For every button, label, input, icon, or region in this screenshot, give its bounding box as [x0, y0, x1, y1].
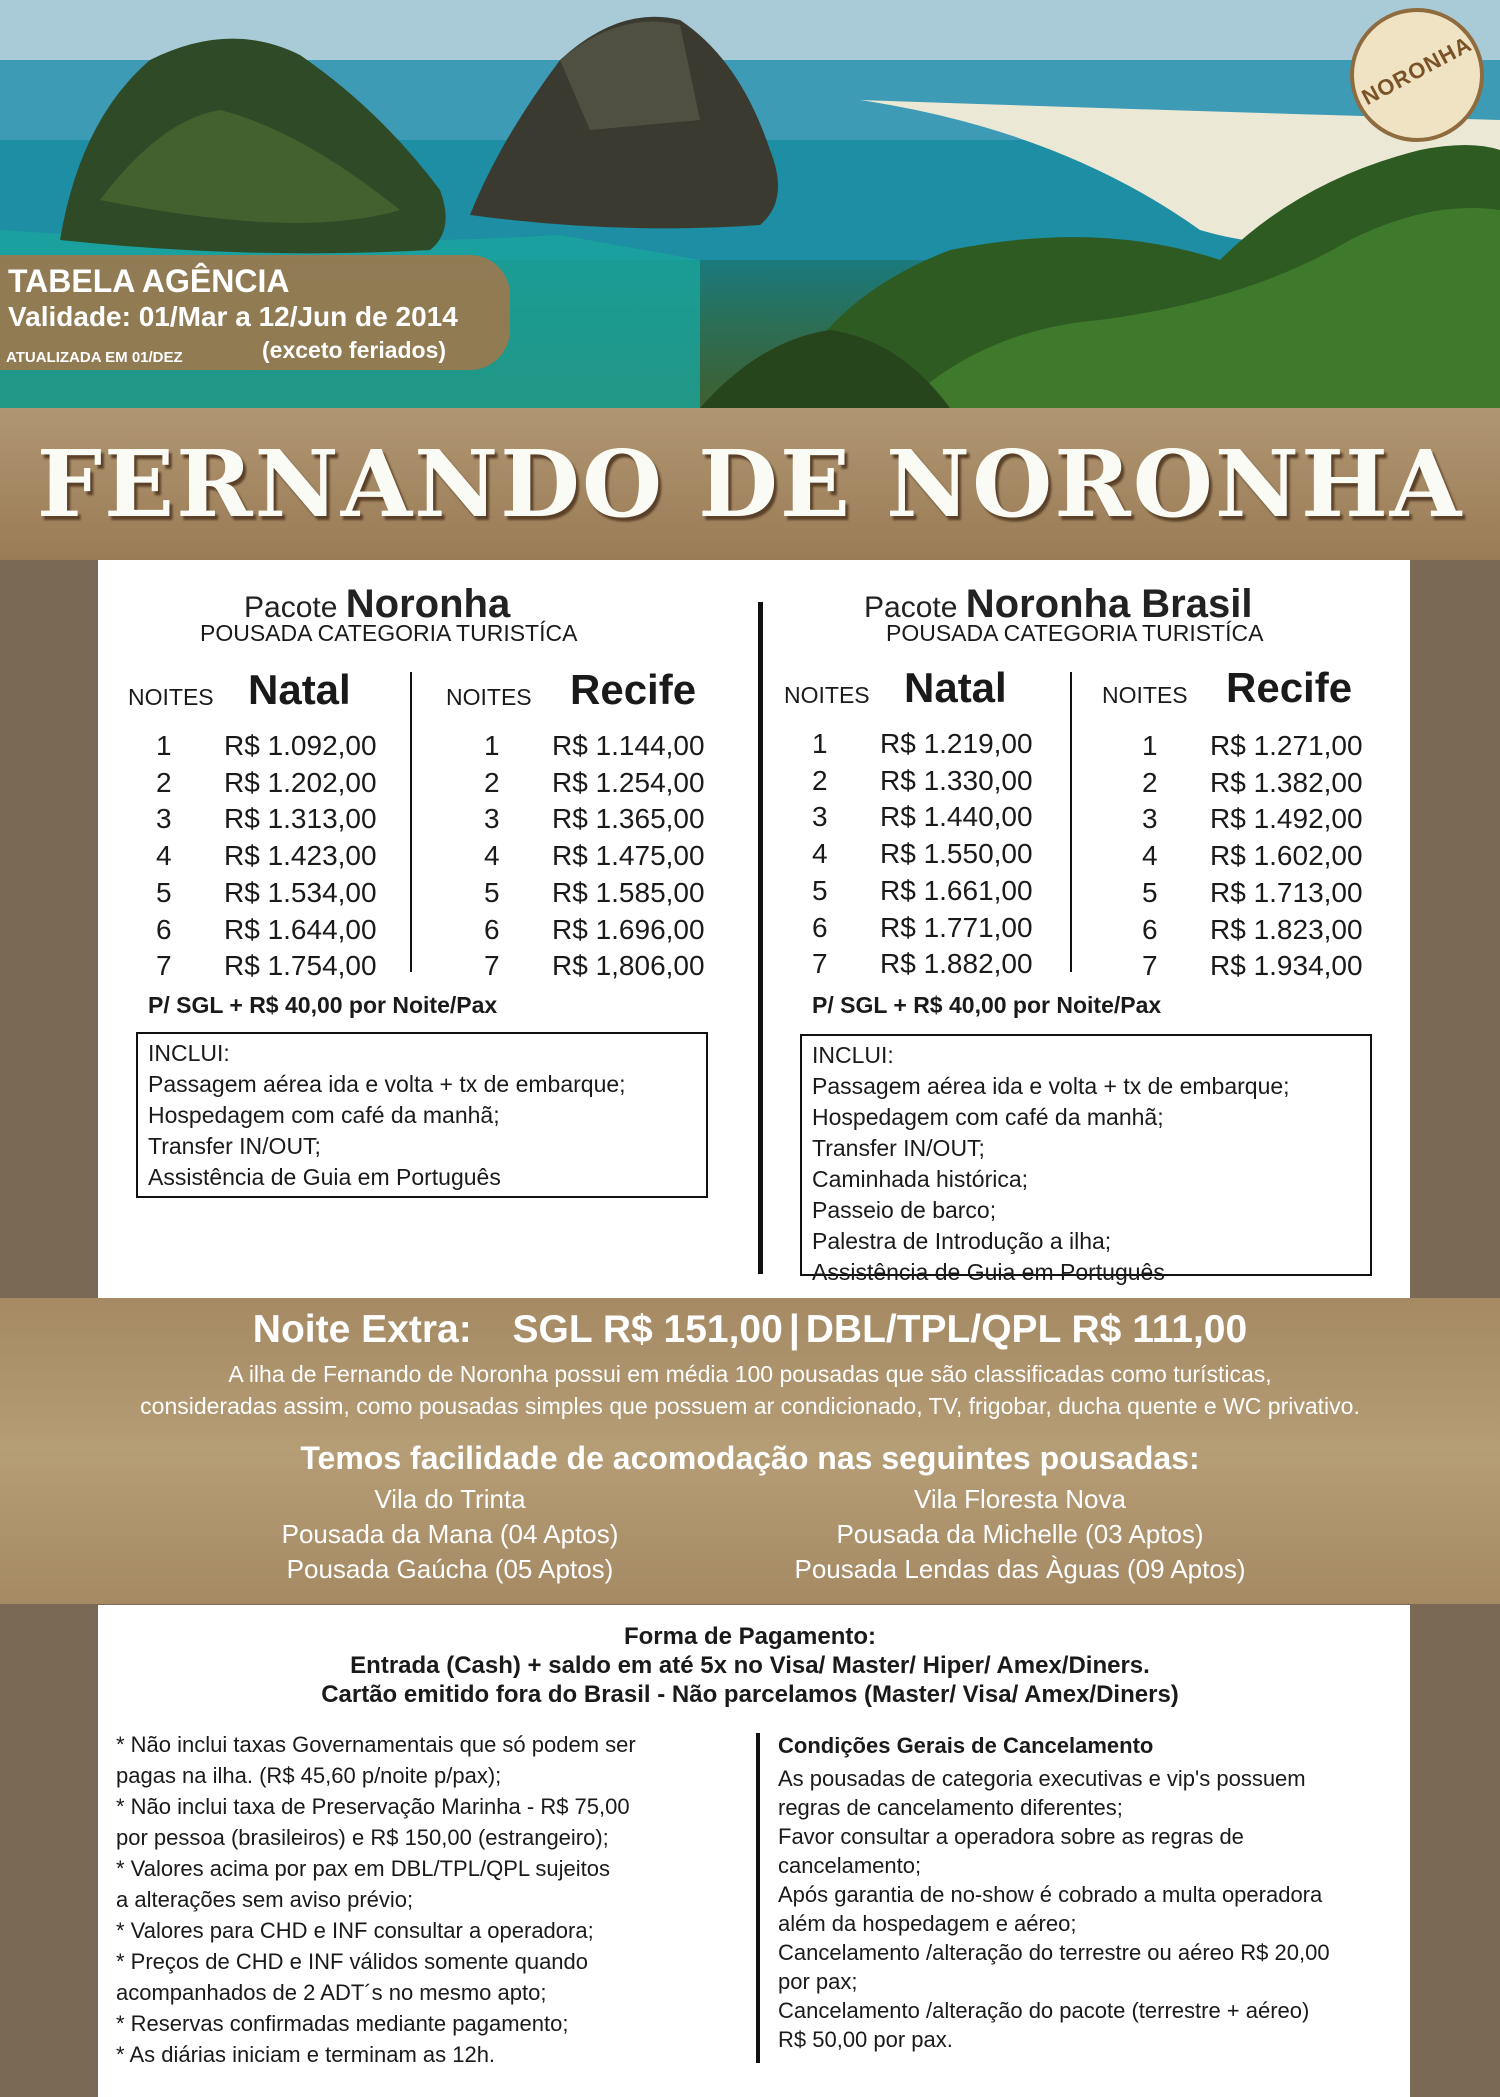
package-prefix: Pacote [244, 591, 338, 624]
price-row: 4 R$ 1.602,00 [1142, 840, 1363, 872]
price-list [812, 726, 1033, 983]
includes-item: Assistência de Guia em Português [148, 1164, 501, 1190]
packages-panel [98, 560, 1410, 1300]
includes-item: Transfer IN/OUT; [812, 1135, 985, 1161]
package-category: POUSADA CATEGORIA TURISTÍCA [200, 620, 578, 646]
price-list [1142, 728, 1363, 985]
nights-label: NOITES [446, 684, 532, 710]
note-line: * Valores acima por pax em DBL/TPL/QPL sujeitos [116, 1856, 610, 1881]
price-row: 7 R$ 1,806,00 [484, 950, 705, 982]
pousada-item: Pousada da Michelle (03 Aptos) [836, 1519, 1204, 1549]
description-line: A ilha de Fernando de Noronha possui em média 100 pousadas que são classificadas como turísticas, [228, 1361, 1272, 1387]
cancellation-line: Cancelamento /alteração do terrestre ou aéreo R$ 20,00 [778, 1940, 1330, 1965]
badge-updated: ATUALIZADA EM 01/DEZ [6, 349, 183, 366]
includes-item: Caminhada histórica; [812, 1166, 1029, 1192]
payment-line: Entrada (Cash) + saldo em até 5x no Visa/ Master/ Hiper/ Amex/Diners. [350, 1652, 1150, 1679]
includes-item: Passagem aérea ida e volta + tx de embarque; [812, 1073, 1290, 1099]
price-row: 3 R$ 1.440,00 [812, 801, 1033, 833]
includes-item: INCLUI: [812, 1042, 894, 1068]
extra-sgl-price: SGL R$ 151,00 [512, 1308, 783, 1351]
package-name: Noronha Brasil [965, 582, 1253, 626]
price-row: 1 R$ 1.271,00 [1142, 730, 1363, 761]
price-row: 4 R$ 1.550,00 [812, 838, 1033, 870]
badge-note: (exceto feriados) [262, 337, 447, 363]
title-band [0, 408, 1500, 560]
note-line: por pessoa (brasileiros) e R$ 150,00 (estrangeiro); [116, 1825, 609, 1850]
facilities-title: Temos facilidade de acomodação nas seguintes pousadas: [300, 1440, 1200, 1476]
price-row: 1 R$ 1.219,00 [812, 728, 1033, 759]
price-row: 1 R$ 1.092,00 [156, 730, 377, 761]
city-divider-right [1070, 672, 1072, 972]
single-supplement-note: P/ SGL + R$ 40,00 por Noite/Pax [812, 992, 1162, 1018]
cancellation-line: cancelamento; [778, 1853, 922, 1878]
price-row: 6 R$ 1.696,00 [484, 913, 705, 945]
payment-line: Cartão emitido fora do Brasil - Não parcelamos (Master/ Visa/ Amex/Diners) [321, 1681, 1179, 1708]
validity-badge [0, 255, 510, 370]
includes-item: Transfer IN/OUT; [148, 1133, 321, 1159]
pousada-item: Pousada Lendas das Àguas (09 Aptos) [794, 1554, 1246, 1584]
city-natal: Natal [248, 666, 351, 713]
badge-title: TABELA AGÊNCIA [8, 263, 290, 299]
description-line: consideradas assim, como pousadas simples que possuem ar condicionado, TV, frigobar, ducha quente e WC privativo. [140, 1393, 1360, 1419]
price-row: 6 R$ 1.823,00 [1142, 913, 1363, 945]
package-prefix: Pacote [864, 591, 958, 624]
note-line: * Reservas confirmadas mediante pagamento; [116, 2011, 569, 2036]
includes-box [136, 1032, 708, 1198]
cancellation-line: Após garantia de no-show é cobrado a multa operadora [778, 1882, 1323, 1907]
city-divider-left [410, 672, 412, 972]
includes-item: Hospedagem com café da manhã; [812, 1104, 1164, 1130]
nights-label: NOITES [784, 682, 870, 708]
badge-validity: Validade: 01/Mar a 12/Jun de 2014 [8, 301, 458, 332]
package-category: POUSADA CATEGORIA TURISTÍCA [886, 620, 1264, 646]
extra-night-label: Noite Extra: [252, 1308, 472, 1351]
note-line: acompanhados de 2 ADT´s no mesmo apto; [116, 1980, 547, 2005]
city-recife: Recife [570, 666, 697, 713]
page-title: FERNANDO DE NORONHA [36, 430, 1464, 538]
price-row: 3 R$ 1.313,00 [156, 803, 377, 835]
cancellation-line: por pax; [778, 1969, 858, 1994]
cancellation-line: R$ 50,00 por pax. [778, 2027, 953, 2052]
note-line: * Preços de CHD e INF válidos somente quando [116, 1949, 589, 1974]
pousada-item: Pousada Gaúcha (05 Aptos) [286, 1554, 614, 1584]
includes-item: Palestra de Introdução a ilha; [812, 1228, 1112, 1254]
price-row: 6 R$ 1.771,00 [812, 911, 1033, 943]
payment-title: Forma de Pagamento: [623, 1623, 877, 1650]
price-row: 5 R$ 1.713,00 [1142, 876, 1363, 908]
payment-panel [98, 1605, 1410, 2097]
single-supplement-note: P/ SGL + R$ 40,00 por Noite/Pax [148, 992, 498, 1018]
city-natal: Natal [904, 664, 1007, 711]
includes-item: Assistência de Guia em Português [812, 1259, 1165, 1285]
price-row: 2 R$ 1.202,00 [156, 766, 377, 798]
price-row: 2 R$ 1.382,00 [1142, 766, 1363, 798]
pousada-item: Vila do Trinta [374, 1484, 526, 1514]
cancellation-line: além da hospedagem e aéreo; [778, 1911, 1077, 1936]
cancellation-conditions [778, 1731, 1398, 2054]
price-row: 4 R$ 1.475,00 [484, 840, 705, 872]
hero-photo [0, 0, 1500, 408]
note-line: * As diárias iniciam e terminam as 12h. [116, 2042, 496, 2067]
notes-list [116, 1729, 756, 2070]
extra-dbl-price: DBL/TPL/QPL R$ 111,00 [805, 1308, 1248, 1351]
cancellation-line: regras de cancelamento diferentes; [778, 1795, 1123, 1820]
includes-item: Hospedagem com café da manhã; [148, 1102, 500, 1128]
cancellation-line: As pousadas de categoria executivas e vip's possuem [778, 1766, 1306, 1791]
price-list [156, 728, 377, 985]
note-line: * Não inclui taxa de Preservação Marinha - R$ 75,00 [116, 1794, 630, 1819]
note-line: * Valores para CHD e INF consultar a operadora; [116, 1918, 594, 1943]
pousada-item: Pousada da Mana (04 Aptos) [281, 1519, 619, 1549]
price-row: 2 R$ 1.254,00 [484, 766, 705, 798]
price-row: 7 R$ 1.934,00 [1142, 950, 1363, 982]
nights-label: NOITES [128, 684, 214, 710]
package-name: Noronha [345, 582, 511, 626]
noronha-seal-logo [1350, 8, 1484, 142]
city-recife: Recife [1226, 664, 1353, 711]
cancellation-title: Condições Gerais de Cancelamento [778, 1733, 1154, 1758]
price-row: 1 R$ 1.144,00 [484, 730, 705, 761]
price-list [484, 728, 705, 985]
pousadas-list-left [250, 1482, 650, 1587]
price-row: 4 R$ 1.423,00 [156, 840, 377, 872]
pousadas-list-right [760, 1482, 1280, 1587]
price-row: 6 R$ 1.644,00 [156, 913, 377, 945]
price-row: 3 R$ 1.365,00 [484, 803, 705, 835]
package-divider [758, 602, 763, 1274]
price-row: 7 R$ 1.754,00 [156, 950, 377, 982]
includes-item: Passeio de barco; [812, 1197, 997, 1223]
price-row: 5 R$ 1.585,00 [484, 876, 705, 908]
price-row: 5 R$ 1.534,00 [156, 876, 377, 908]
nights-label: NOITES [1102, 682, 1188, 708]
seal-text: NORONHA [1357, 31, 1476, 110]
price-row: 2 R$ 1.330,00 [812, 764, 1033, 796]
cancellation-line: Cancelamento /alteração do pacote (terrestre + aéreo) [778, 1998, 1310, 2023]
price-row: 7 R$ 1.882,00 [812, 948, 1033, 980]
price-row: 5 R$ 1.661,00 [812, 874, 1033, 906]
note-line: a alterações sem aviso prévio; [116, 1887, 414, 1912]
includes-item: Passagem aérea ida e volta + tx de embarque; [148, 1071, 626, 1097]
price-row: 3 R$ 1.492,00 [1142, 803, 1363, 835]
note-line: * Não inclui taxas Governamentais que só podem ser [116, 1732, 636, 1757]
note-line: pagas na ilha. (R$ 45,60 p/noite p/pax); [116, 1763, 502, 1788]
includes-box [800, 1034, 1372, 1285]
cancellation-line: Favor consultar a operadora sobre as regras de [778, 1824, 1244, 1849]
notes-divider [756, 1733, 760, 2063]
extra-night-prices: Noite Extra: SGL R$ 151,00 | DBL/TPL/QPL R$ 111,00 [252, 1308, 1248, 1351]
pousada-item: Vila Floresta Nova [914, 1484, 1126, 1514]
includes-item: INCLUI: [148, 1040, 230, 1066]
extra-night-band [0, 1298, 1500, 1604]
